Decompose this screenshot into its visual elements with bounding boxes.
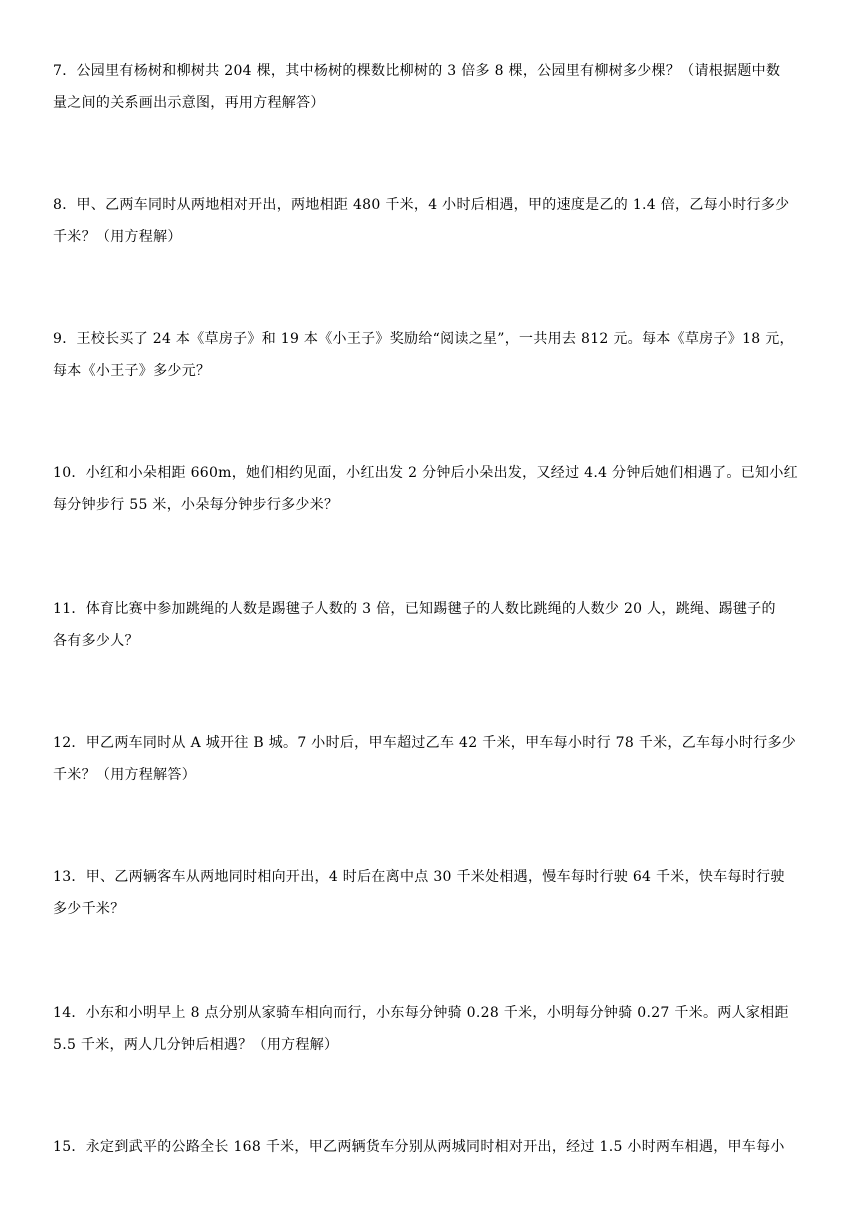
problem-12-line-1: 12．甲乙两车同时从 A 城开往 B 城。7 小时后，甲车超过乙车 42 千米，甲车每小时行 78 千米，乙车每小时行多少 — [53, 735, 797, 751]
problem-8-line-1: 8．甲、乙两车同时从两地相对开出，两地相距 480 千米，4 小时后相遇，甲的速度是乙的 1.4 倍，乙每小时行多少 — [53, 197, 790, 213]
problem-14-line-2: 5.5 千米，两人几分钟后相遇？（用方程解） — [53, 1037, 339, 1053]
problem-8 — [53, 189, 813, 253]
problem-13-line-1: 13．甲、乙两辆客车从两地同时相向开出，4 时后在离中点 30 千米处相遇，慢车每时行驶 64 千米，快车每时行驶 — [53, 869, 785, 885]
problem-13 — [53, 861, 813, 925]
problem-11 — [53, 593, 813, 657]
problem-15-line-1: 15．永定到武平的公路全长 168 千米，甲乙两辆货车分别从两城同时相对开出，经过 1.5 小时两车相遇，甲车每小 — [53, 1139, 785, 1155]
problem-12 — [53, 727, 813, 791]
problem-7-line-1: 7．公园里有杨树和柳树共 204 棵，其中杨树的棵数比柳树的 3 倍多 8 棵，公园里有柳树多少棵？（请根据题中数 — [53, 63, 781, 79]
problem-7 — [53, 55, 813, 119]
problem-14 — [53, 997, 813, 1061]
problem-10-line-1: 10．小红和小朵相距 660m，她们相约见面，小红出发 2 分钟后小朵出发，又经过 4.4 分钟后她们相遇了。已知小红 — [53, 465, 798, 481]
problem-11-line-1: 11．体育比赛中参加跳绳的人数是踢毽子人数的 3 倍，已知踢毽子的人数比跳绳的人数少 20 人，跳绳、踢毽子的 — [53, 601, 776, 617]
problem-13-line-2: 多少千米？ — [53, 901, 125, 917]
problem-9-line-1: 9．王校长买了 24 本《草房子》和 19 本《小王子》奖励给“阅读之星”，一共用去 812 元。每本《草房子》18 元， — [53, 331, 794, 347]
problem-10-line-2: 每分钟步行 55 米，小朵每分钟步行多少米？ — [53, 497, 339, 513]
problem-14-line-1: 14．小东和小明早上 8 点分别从家骑车相向而行，小东每分钟骑 0.28 千米，小明每分钟骑 0.27 千米。两人家相距 — [53, 1005, 789, 1021]
problem-11-line-2: 各有多少人？ — [53, 633, 139, 649]
problem-8-line-2: 千米？（用方程解） — [53, 229, 182, 245]
problem-7-line-2: 量之间的关系画出示意图，再用方程解答） — [53, 95, 325, 111]
problem-15 — [53, 1131, 813, 1163]
problem-12-line-2: 千米？（用方程解答） — [53, 767, 196, 783]
problem-9-line-2: 每本《小王子》多少元？ — [53, 363, 211, 379]
problem-9 — [53, 323, 813, 387]
problem-10 — [53, 457, 813, 521]
